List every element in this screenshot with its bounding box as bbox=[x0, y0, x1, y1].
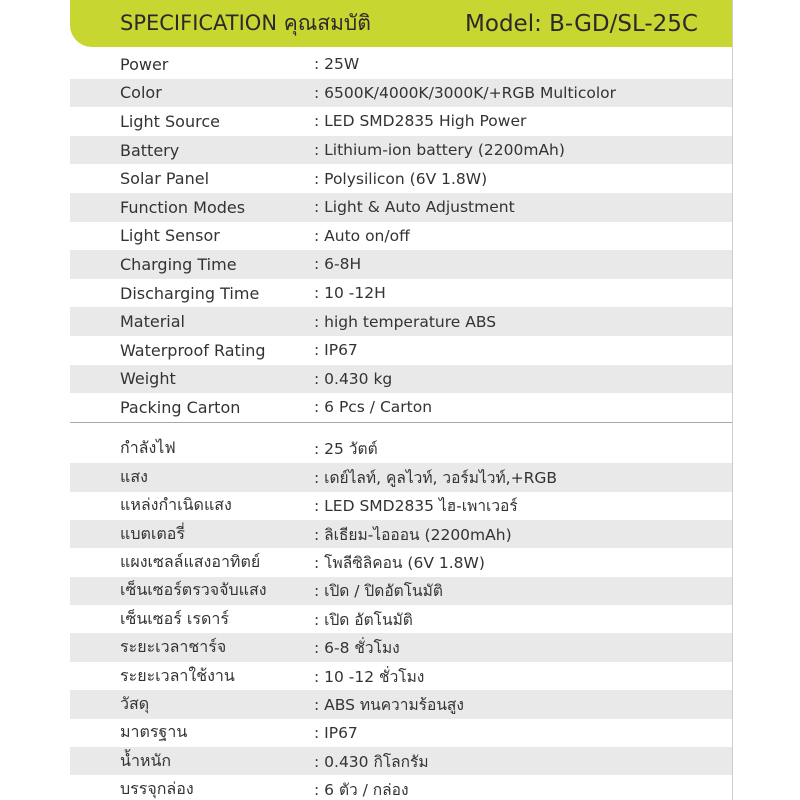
spec-label: Light Source bbox=[120, 111, 220, 131]
english-spec-section bbox=[70, 50, 732, 422]
spec-row-charging-time bbox=[70, 250, 732, 279]
spec-value: : Light & Auto Adjustment bbox=[314, 198, 515, 217]
spec-value: : 6-8 ชั่วโมง bbox=[314, 639, 400, 658]
spec-value: : Auto on/off bbox=[314, 226, 410, 245]
spec-row-thai-battery bbox=[70, 520, 732, 548]
spec-label: แสง bbox=[120, 466, 148, 486]
spec-row-thai-material bbox=[70, 690, 732, 718]
spec-label: Packing Carton bbox=[120, 397, 241, 417]
spec-row-thai-radar-sensor bbox=[70, 605, 732, 633]
spec-row-light-source bbox=[70, 107, 732, 136]
spec-label: เซ็นเซอร์ เรดาร์ bbox=[120, 608, 229, 628]
spec-row-color bbox=[70, 79, 732, 108]
spec-row-function-modes bbox=[70, 193, 732, 222]
spec-row-material bbox=[70, 307, 732, 336]
spec-value: : ABS ทนความร้อนสูง bbox=[314, 695, 464, 714]
spec-label: Power bbox=[120, 54, 169, 74]
spec-label: ระยะเวลาใช้งาน bbox=[120, 665, 235, 685]
spec-row-thai-power bbox=[70, 435, 732, 463]
spec-label: มาตรฐาน bbox=[120, 722, 188, 742]
spec-value: : 6 ตัว / กล่อง bbox=[314, 781, 409, 800]
spec-value: : IP67 bbox=[314, 341, 358, 360]
spec-value: : 10 -12H bbox=[314, 284, 386, 303]
spec-value: : Lithium-ion battery (2200mAh) bbox=[314, 141, 565, 160]
spec-value: : 6 Pcs / Carton bbox=[314, 398, 433, 417]
spec-row-thai-light bbox=[70, 463, 732, 491]
spec-value: : LED SMD2835 High Power bbox=[314, 112, 527, 131]
spec-row-solar-panel bbox=[70, 164, 732, 193]
spec-title: SPECIFICATION คุณสมบัติ bbox=[120, 11, 371, 35]
spec-label: Charging Time bbox=[120, 254, 237, 274]
spec-label: Discharging Time bbox=[120, 283, 260, 303]
spec-row-light-sensor bbox=[70, 222, 732, 251]
spec-value: : IP67 bbox=[314, 723, 358, 742]
spec-value: : 0.430 kg bbox=[314, 369, 393, 388]
spec-label: วัสดุ bbox=[120, 693, 150, 713]
spec-row-weight bbox=[70, 365, 732, 394]
spec-value: : ลิเธียม-ไอออน (2200mAh) bbox=[314, 525, 512, 544]
spec-row-battery bbox=[70, 136, 732, 165]
spec-row-thai-standard bbox=[70, 719, 732, 747]
spec-label: Light Sensor bbox=[120, 226, 220, 246]
spec-row-thai-usage-time bbox=[70, 662, 732, 690]
spec-value: : high temperature ABS bbox=[314, 312, 497, 331]
model-number: Model: B-GD/SL-25C bbox=[465, 10, 698, 37]
spec-row-thai-light-sensor bbox=[70, 577, 732, 605]
spec-value: : LED SMD2835 ไฮ-เพาเวอร์ bbox=[314, 497, 518, 516]
spec-row-power bbox=[70, 50, 732, 79]
spec-label: แผงเซลล์แสงอาทิตย์ bbox=[120, 551, 261, 571]
spec-row-waterproof-rating bbox=[70, 336, 732, 365]
spec-label: Color bbox=[120, 83, 162, 103]
spec-value: : เปิด / ปิดอัตโนมัติ bbox=[314, 582, 443, 601]
spec-row-thai-weight bbox=[70, 747, 732, 775]
spec-value: : 6-8H bbox=[314, 255, 362, 274]
spec-label: บรรจุกล่อง bbox=[120, 779, 194, 799]
spec-label: Material bbox=[120, 312, 185, 332]
spec-label: ระยะเวลาชาร์จ bbox=[120, 637, 227, 657]
spec-header bbox=[70, 0, 732, 47]
spec-label: เซ็นเซอร์ตรวจจับแสง bbox=[120, 580, 267, 600]
spec-value: : 25 วัตต์ bbox=[314, 440, 378, 459]
spec-label: น้ำหนัก bbox=[120, 750, 172, 770]
spec-sheet bbox=[70, 0, 733, 800]
spec-row-thai-light-source bbox=[70, 492, 732, 520]
spec-row-thai-packing bbox=[70, 775, 732, 800]
spec-label: Solar Panel bbox=[120, 169, 210, 189]
spec-label: แหล่งกำเนิดแสง bbox=[120, 495, 232, 515]
spec-value: : 10 -12 ชั่วโมง bbox=[314, 667, 425, 686]
section-divider bbox=[70, 422, 732, 435]
spec-value: : 25W bbox=[314, 55, 360, 74]
spec-table bbox=[70, 50, 732, 800]
spec-value: : เดย์ไลท์, คูลไวท์, วอร์มไวท์,+RGB bbox=[314, 468, 557, 487]
spec-row-thai-solar-panel bbox=[70, 548, 732, 576]
spec-value: : โพลีซิลิคอน (6V 1.8W) bbox=[314, 553, 485, 572]
spec-row-discharging-time bbox=[70, 279, 732, 308]
spec-label: แบตเตอรี่ bbox=[120, 523, 185, 543]
spec-value: : เปิด อัตโนมัติ bbox=[314, 610, 413, 629]
spec-label: Weight bbox=[120, 369, 176, 389]
spec-value: : 6500K/4000K/3000K/+RGB Multicolor bbox=[314, 83, 617, 102]
thai-spec-section bbox=[70, 435, 732, 800]
spec-label: Waterproof Rating bbox=[120, 340, 266, 360]
spec-label: กำลังไฟ bbox=[120, 438, 176, 458]
spec-label: Battery bbox=[120, 140, 180, 160]
spec-value: : Polysilicon (6V 1.8W) bbox=[314, 169, 488, 188]
spec-value: : 0.430 กิโลกรัม bbox=[314, 752, 429, 771]
spec-row-thai-charging-time bbox=[70, 633, 732, 661]
spec-row-packing-carton bbox=[70, 393, 732, 422]
spec-label: Function Modes bbox=[120, 197, 246, 217]
